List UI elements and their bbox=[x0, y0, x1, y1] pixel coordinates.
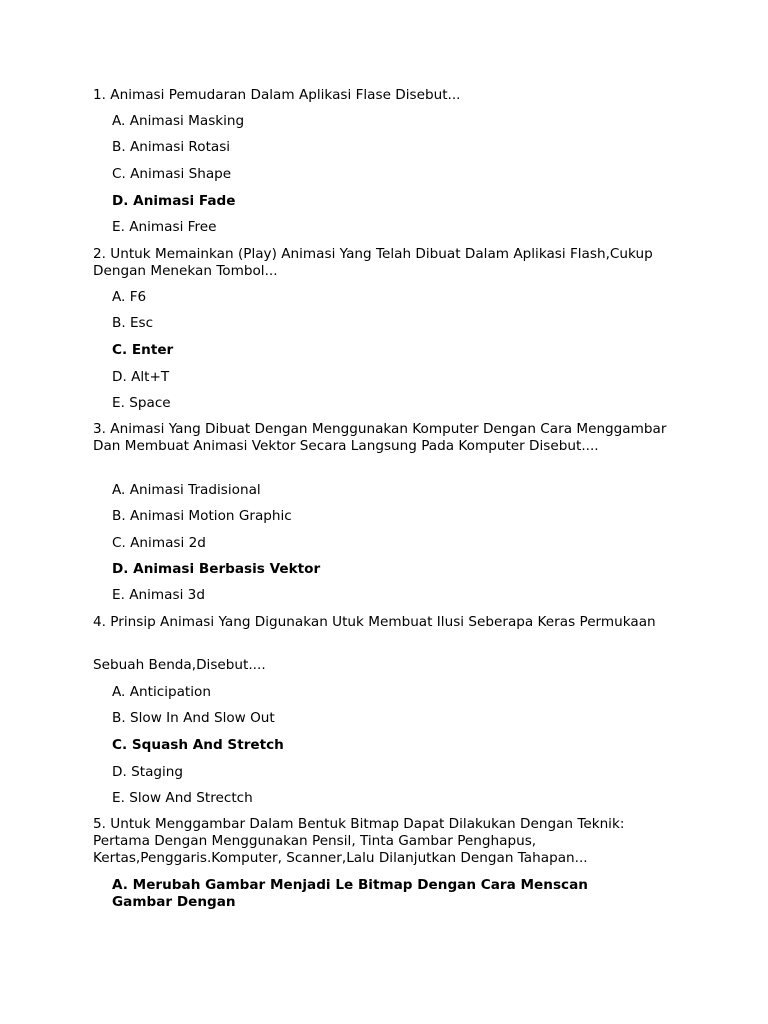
question-4-continuation: Sebuah Benda,Disebut.... bbox=[93, 657, 266, 673]
question-3-text: 3. Animasi Yang Dibuat Dengan Menggunakan Komputer Dengan Cara Menggambar Dan Membuat Animasi Vektor Secara Langsung Pada Komputer Disebut.... bbox=[93, 421, 667, 454]
question-3-option-b: B. Animasi Motion Graphic bbox=[112, 508, 292, 524]
question-4-option-a: A. Anticipation bbox=[112, 684, 211, 700]
question-2-option-e: E. Space bbox=[112, 395, 171, 411]
question-5-option-a-answer: A. Merubah Gambar Menjadi Le Bitmap Dengan Cara Menscan Gambar Dengan bbox=[112, 877, 588, 910]
question-2-option-d: D. Alt+T bbox=[112, 369, 170, 385]
question-3-option-e: E. Animasi 3d bbox=[112, 587, 205, 603]
question-1-option-c: C. Animasi Shape bbox=[112, 166, 232, 182]
question-4-option-d: D. Staging bbox=[112, 764, 184, 780]
question-4-option-c-answer: C. Squash And Stretch bbox=[112, 737, 284, 753]
question-3-option-a: A. Animasi Tradisional bbox=[112, 482, 261, 498]
question-3-option-c: C. Animasi 2d bbox=[112, 535, 206, 551]
question-1-option-e: E. Animasi Free bbox=[112, 219, 217, 235]
question-1-option-a: A. Animasi Masking bbox=[112, 113, 245, 129]
question-2-text: 2. Untuk Memainkan (Play) Animasi Yang Telah Dibuat Dalam Aplikasi Flash,Cukup Dengan Menekan Tombol... bbox=[93, 246, 653, 279]
question-1-text: 1. Animasi Pemudaran Dalam Aplikasi Flase Disebut... bbox=[93, 87, 461, 103]
question-4-option-e: E. Slow And Strectch bbox=[112, 790, 253, 806]
question-2-option-a: A. F6 bbox=[112, 289, 147, 305]
question-2-option-b: B. Esc bbox=[112, 315, 154, 331]
question-4-text: 4. Prinsip Animasi Yang Digunakan Utuk Membuat Ilusi Seberapa Keras Permukaan bbox=[93, 614, 656, 630]
question-3-option-d-answer: D. Animasi Berbasis Vektor bbox=[112, 561, 321, 577]
question-2-option-c-answer: C. Enter bbox=[112, 342, 174, 358]
question-1-option-d-answer: D. Animasi Fade bbox=[112, 193, 236, 209]
question-5-text: 5. Untuk Menggambar Dalam Bentuk Bitmap Dapat Dilakukan Dengan Teknik: Pertama Dengan Menggunakan Pensil, Tinta Gambar Penghapus, Kertas,Penggaris.Komputer, Scanner,Lalu Dilanjutkan Dengan Tahapan... bbox=[93, 816, 625, 866]
question-4-option-b: B. Slow In And Slow Out bbox=[112, 710, 275, 726]
question-1-option-b: B. Animasi Rotasi bbox=[112, 139, 231, 155]
